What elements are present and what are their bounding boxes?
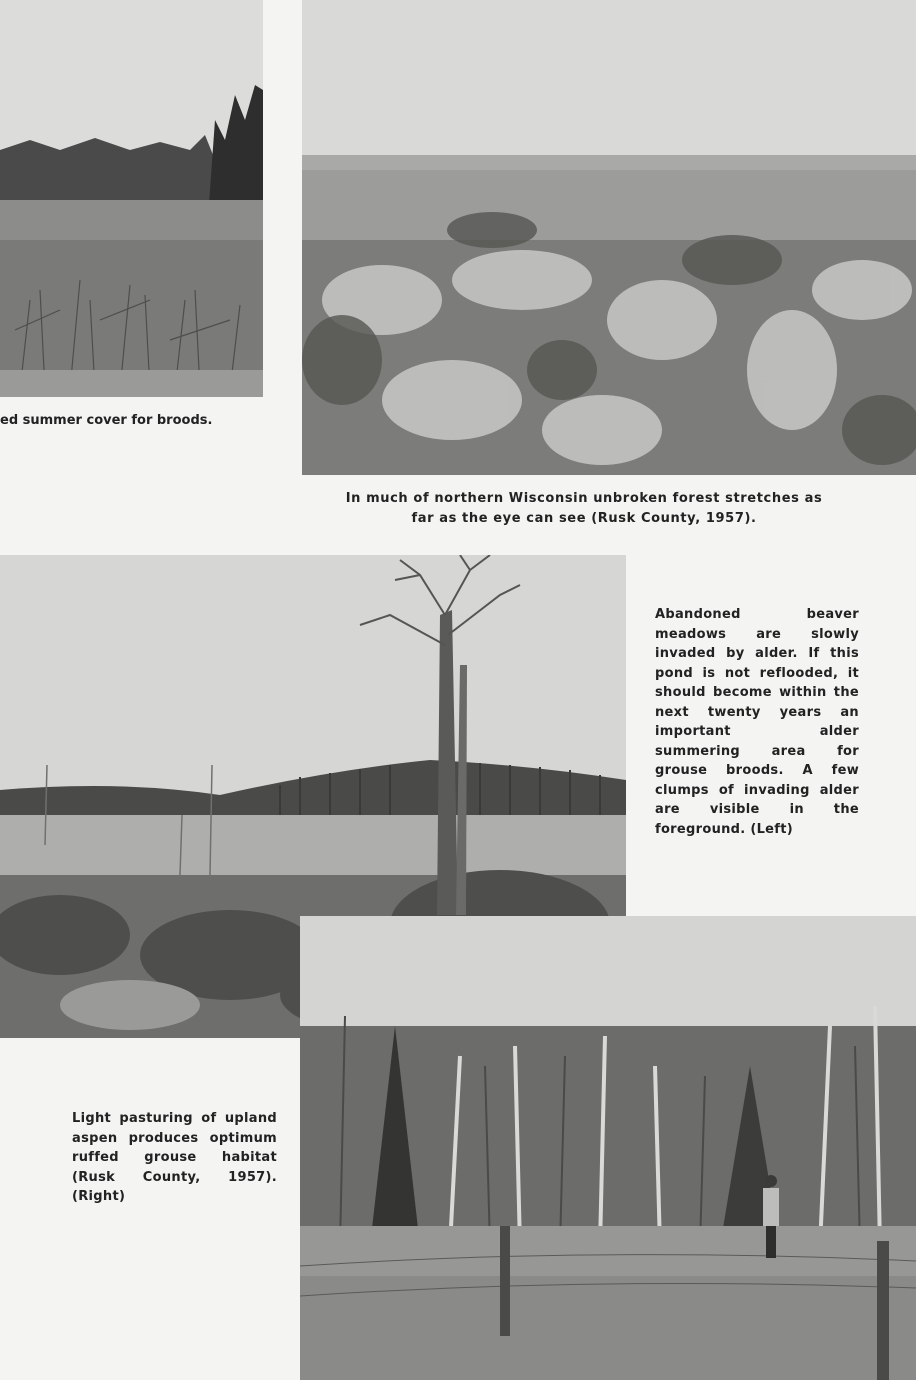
caption-brood-cover: ed summer cover for broods. xyxy=(0,413,213,428)
photo-brushy-clearing-graphic xyxy=(0,0,263,397)
photo-brushy-clearing xyxy=(0,0,263,397)
caption-beaver-meadow: Abandoned beaver meadows are slowly invaded by alder. If this pond is not reflooded, it should become within the next twenty years an important alder summering area for grouse broods. A few clumps of invading alder are visible in the foreground. (Left) xyxy=(655,607,859,837)
photo-pastured-aspen-graphic xyxy=(300,916,916,1380)
photo-unbroken-forest xyxy=(302,0,916,475)
photo-unbroken-forest-graphic xyxy=(302,0,916,475)
photo-pastured-aspen xyxy=(300,916,916,1380)
caption-pastured-aspen: Light pasturing of upland aspen produces optimum ruffed grouse habitat (Rusk County, 1957). (Right) xyxy=(72,1111,277,1204)
caption-unbroken-forest: In much of northern Wisconsin unbroken forest stretches as far as the eye can see (Rusk County, 1957). xyxy=(345,491,823,526)
